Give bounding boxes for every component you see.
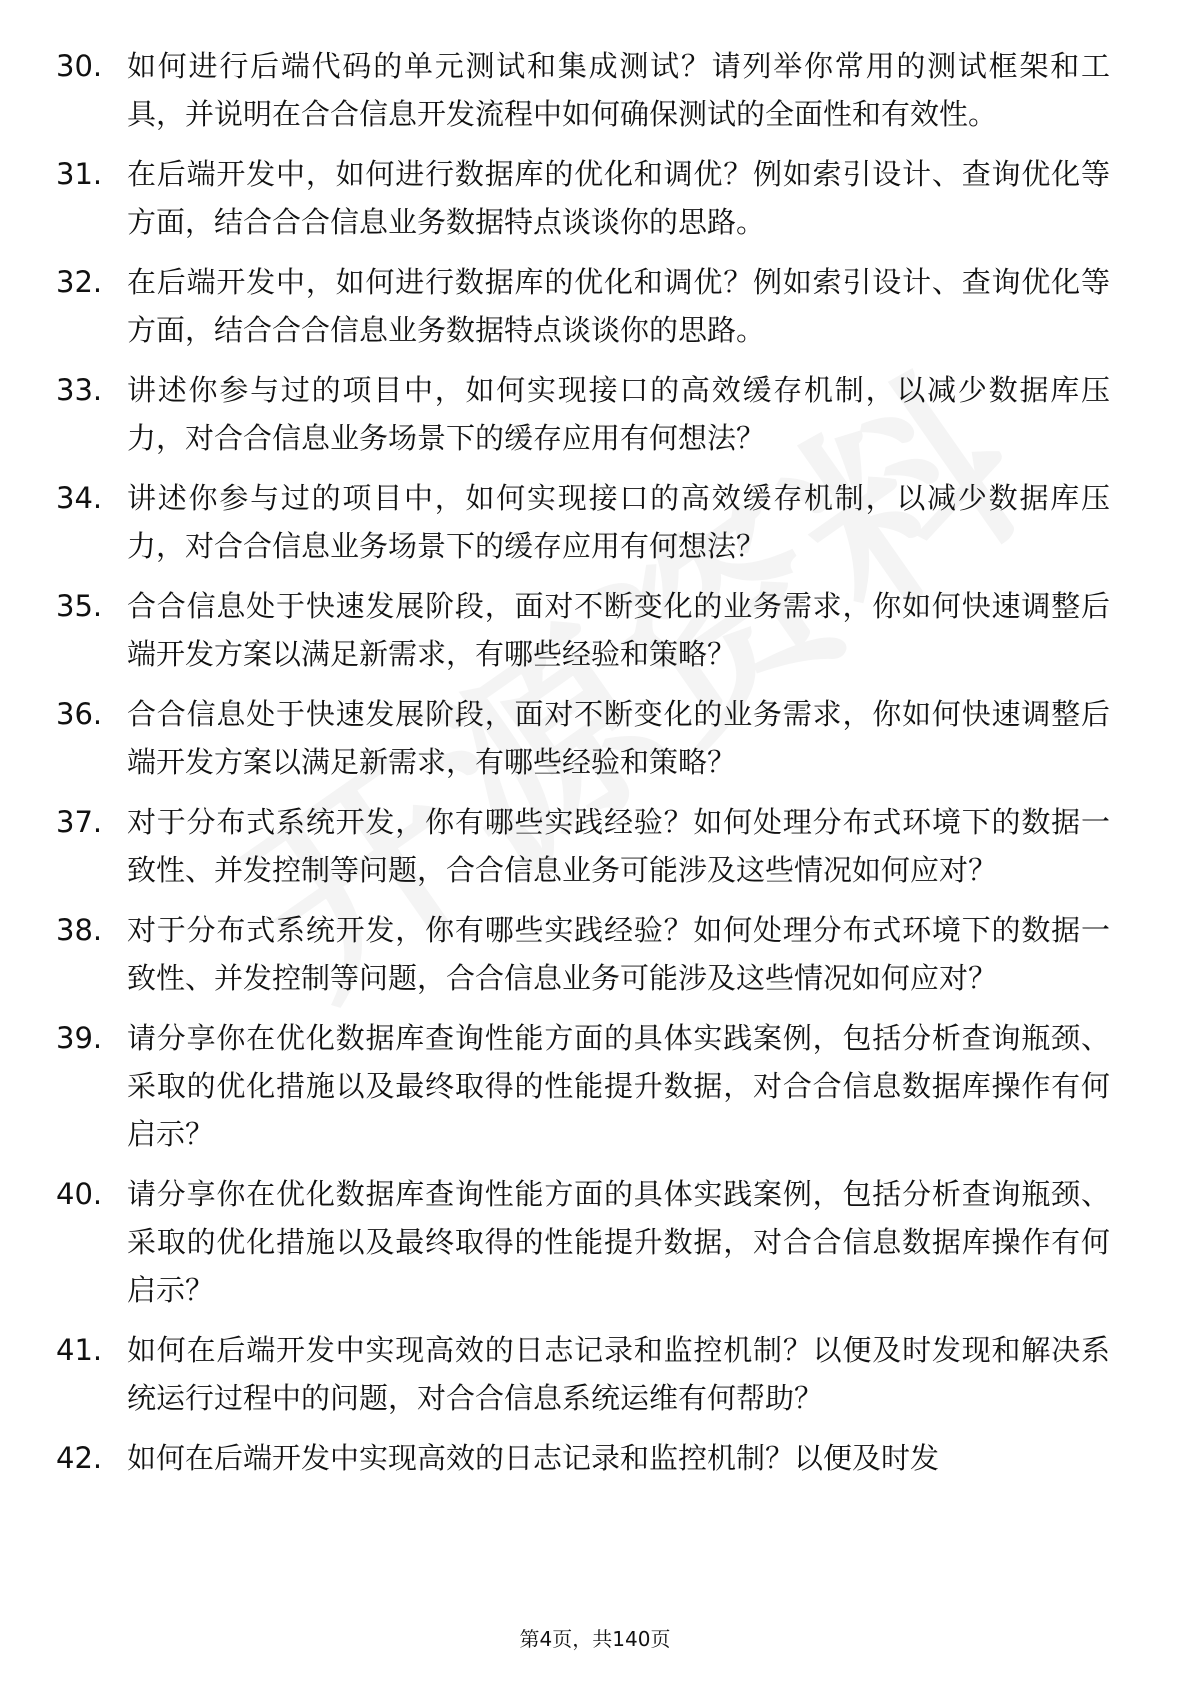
question-item (0, 1170, 1190, 1314)
question-text: 对于分布式系统开发，你有哪些实践经验？如何处理分布式环境下的数据一致性、并发控制等问题，合合信息业务可能涉及这些情况如何应对？ (127, 805, 1110, 887)
question-text: 对于分布式系统开发，你有哪些实践经验？如何处理分布式环境下的数据一致性、并发控制等问题，合合信息业务可能涉及这些情况如何应对？ (127, 913, 1110, 995)
question-item (0, 474, 1190, 570)
question-number: 40. (56, 1177, 103, 1211)
question-text: 如何进行后端代码的单元测试和集成测试？请列举你常用的测试框架和工具，并说明在合合信息开发流程中如何确保测试的全面性和有效性。 (127, 49, 1110, 131)
question-item (0, 42, 1190, 138)
question-number: 36. (56, 697, 103, 731)
question-item (0, 690, 1190, 786)
question-number: 35. (56, 589, 103, 623)
question-text: 合合信息处于快速发展阶段，面对不断变化的业务需求，你如何快速调整后端开发方案以满足新需求，有哪些经验和策略？ (127, 697, 1110, 779)
question-text: 讲述你参与过的项目中，如何实现接口的高效缓存机制，以减少数据库压力，对合合信息业务场景下的缓存应用有何想法？ (127, 481, 1110, 563)
question-number: 32. (56, 265, 103, 299)
question-text: 如何在后端开发中实现高效的日志记录和监控机制？以便及时发现和解决系统运行过程中的问题，对合合信息系统运维有何帮助？ (127, 1333, 1110, 1415)
question-item (0, 258, 1190, 354)
question-number: 37. (56, 805, 103, 839)
question-text: 在后端开发中，如何进行数据库的优化和调优？例如索引设计、查询优化等方面，结合合合信息业务数据特点谈谈你的思路。 (127, 157, 1110, 239)
question-item (0, 1434, 1190, 1482)
question-text: 合合信息处于快速发展阶段，面对不断变化的业务需求，你如何快速调整后端开发方案以满足新需求，有哪些经验和策略？ (127, 589, 1110, 671)
page-number-label: 第4页，共140页 (519, 1627, 671, 1651)
question-list (0, 42, 1190, 1494)
question-item (0, 150, 1190, 246)
question-text: 在后端开发中，如何进行数据库的优化和调优？例如索引设计、查询优化等方面，结合合合信息业务数据特点谈谈你的思路。 (127, 265, 1110, 347)
question-number: 33. (56, 373, 103, 407)
question-number: 39. (56, 1021, 103, 1055)
question-text: 讲述你参与过的项目中，如何实现接口的高效缓存机制，以减少数据库压力，对合合信息业务场景下的缓存应用有何想法？ (127, 373, 1110, 455)
page-footer (0, 1623, 1190, 1652)
question-number: 41. (56, 1333, 103, 1367)
question-item (0, 1326, 1190, 1422)
question-number: 42. (56, 1441, 103, 1475)
question-text: 请分享你在优化数据库查询性能方面的具体实践案例，包括分析查询瓶颈、采取的优化措施以及最终取得的性能提升数据，对合合信息数据库操作有何启示？ (127, 1177, 1110, 1307)
question-text: 如何在后端开发中实现高效的日志记录和监控机制？以便及时发 (127, 1441, 940, 1475)
question-number: 31. (56, 157, 103, 191)
question-text: 请分享你在优化数据库查询性能方面的具体实践案例，包括分析查询瓶颈、采取的优化措施以及最终取得的性能提升数据，对合合信息数据库操作有何启示？ (127, 1021, 1110, 1151)
question-item (0, 906, 1190, 1002)
question-number: 34. (56, 481, 103, 515)
question-item (0, 582, 1190, 678)
question-item (0, 798, 1190, 894)
question-number: 30. (56, 49, 103, 83)
question-item (0, 366, 1190, 462)
question-item (0, 1014, 1190, 1158)
question-number: 38. (56, 913, 103, 947)
